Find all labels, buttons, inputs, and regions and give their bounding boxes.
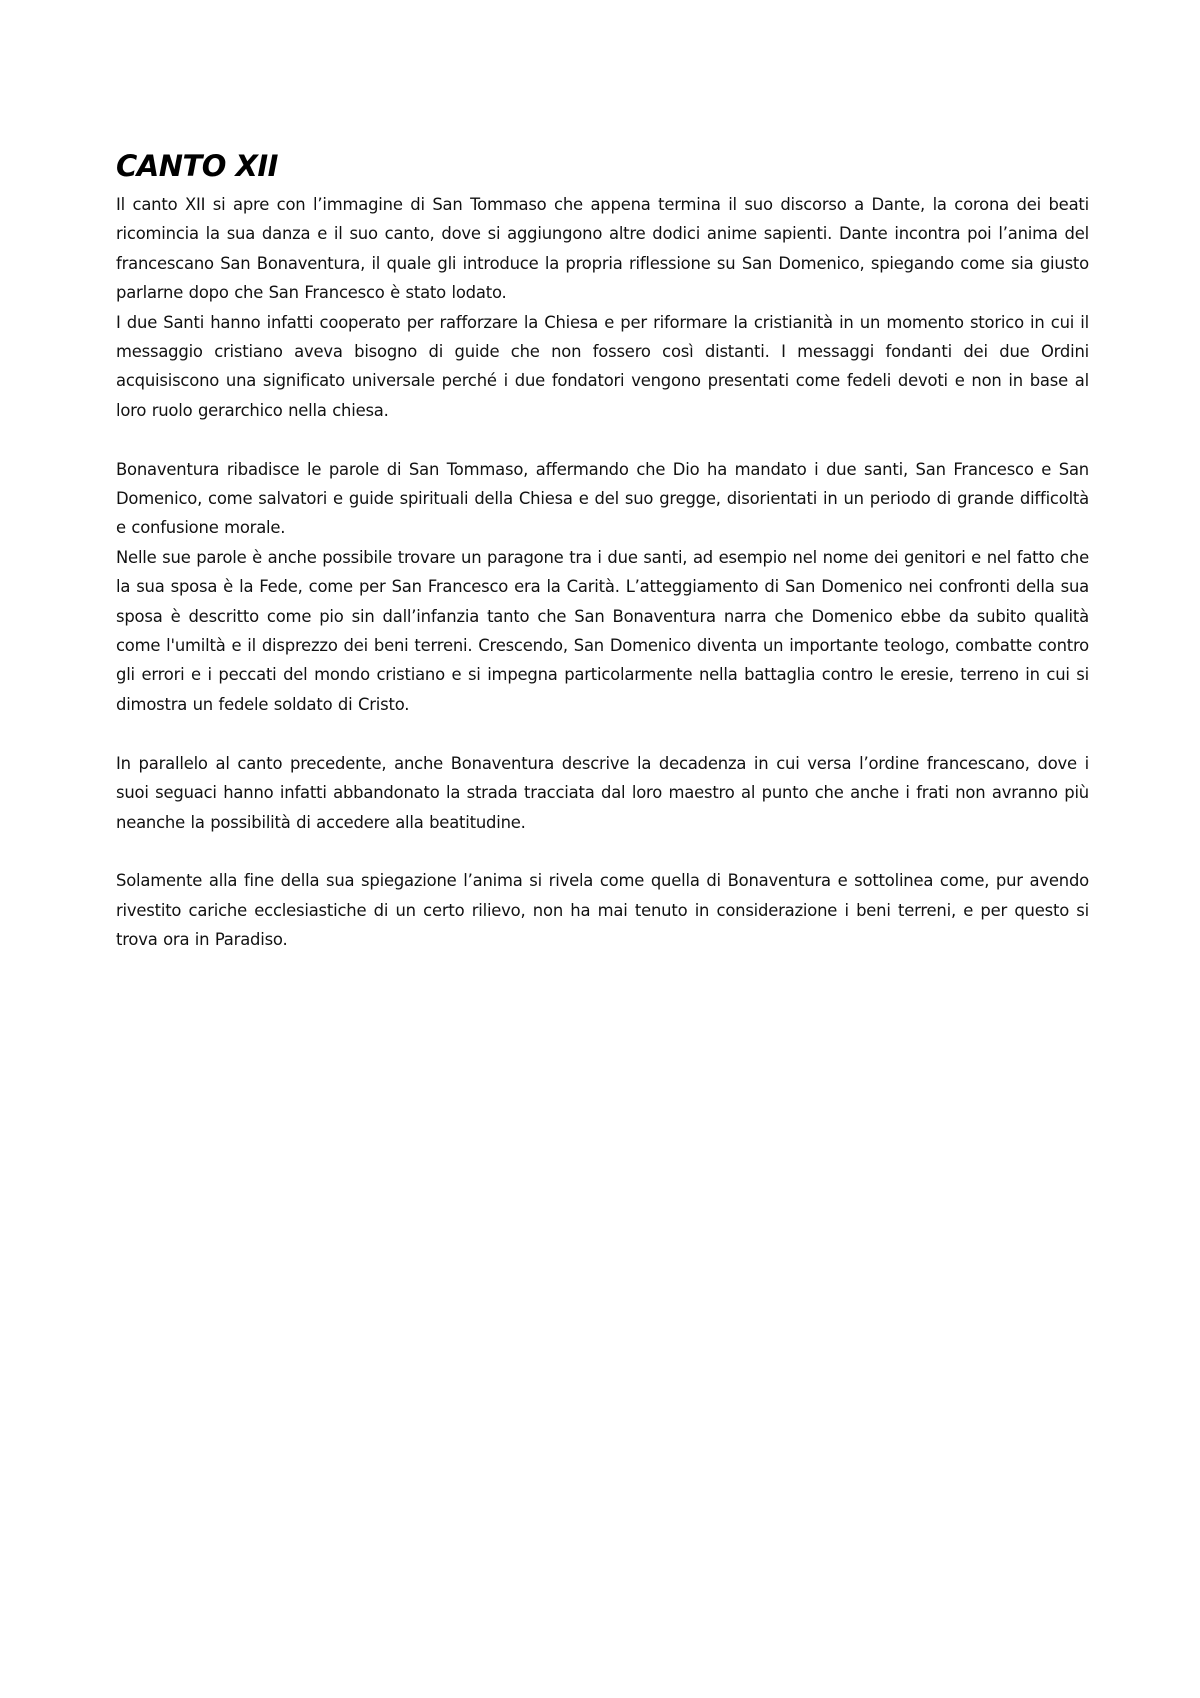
- paragraph-two-saints: I due Santi hanno infatti cooperato per rafforzare la Chiesa e per riformare la cristianità in un momento storico in cui il messaggio cristiano aveva bisogno di guide che non fossero così distanti. I messaggi fondanti dei due Ordini acquisiscono una significato universale perché i due fondatori vengono presentati come fedeli devoti e non in base al loro ruolo gerarchico nella chiesa.: [116, 312, 1089, 420]
- paragraph-spacer: [116, 425, 1089, 454]
- document-body: [116, 146, 1089, 955]
- paragraph-spacer: [116, 837, 1089, 866]
- paragraph-spacer: [116, 719, 1089, 748]
- paragraph-decadence: In parallelo al canto precedente, anche Bonaventura descrive la decadenza in cui versa l’ordine francescano, dove i suoi seguaci hanno infatti abbandonato la strada tracciata dal loro maestro al punto che anche i frati non avranno più neanche la possibilità di accedere alla beatitudine.: [116, 753, 1089, 832]
- paragraph-conclusion: Solamente alla fine della sua spiegazione l’anima si rivela come quella di Bonaventura e sottolinea come, pur avendo rivestito cariche ecclesiastiche di un certo rilievo, non ha mai tenuto in considerazione i beni terreni, e per questo si trova ora in Paradiso.: [116, 871, 1089, 950]
- paragraph-intro: Il canto XII si apre con l’immagine di San Tommaso che appena termina il suo discorso a Dante, la corona dei beati ricomincia la sua danza e il suo canto, dove si aggiungono altre dodici anime sapienti. Dante incontra poi l’anima del francescano San Bonaventura, il quale gli introduce la propria riflessione su San Domenico, spiegando come sia giusto parlarne dopo che San Francesco è stato lodato.: [116, 195, 1089, 303]
- page-title: CANTO XII: [116, 149, 278, 183]
- paragraph-comparison: Nelle sue parole è anche possibile trovare un paragone tra i due santi, ad esempio nel nome dei genitori e nel fatto che la sua sposa è la Fede, come per San Francesco era la Carità. L’atteggiamento di San Domenico nei confronti della sua sposa è descritto come pio sin dall’infanzia tanto che San Bonaventura narra che Domenico ebbe da subito qualità come l'umiltà e il disprezzo dei beni terreni. Crescendo, San Domenico diventa un importante teologo, combatte contro gli errori e i peccati del mondo cristiano e si impegna particolarmente nella battaglia contro le eresie, terreno in cui si dimostra un fedele soldato di Cristo.: [116, 547, 1089, 714]
- paragraph-bonaventura: Bonaventura ribadisce le parole di San Tommaso, affermando che Dio ha mandato i due santi, San Francesco e San Domenico, come salvatori e guide spirituali della Chiesa e del suo gregge, disorientati in un periodo di grande difficoltà e confusione morale.: [116, 459, 1089, 538]
